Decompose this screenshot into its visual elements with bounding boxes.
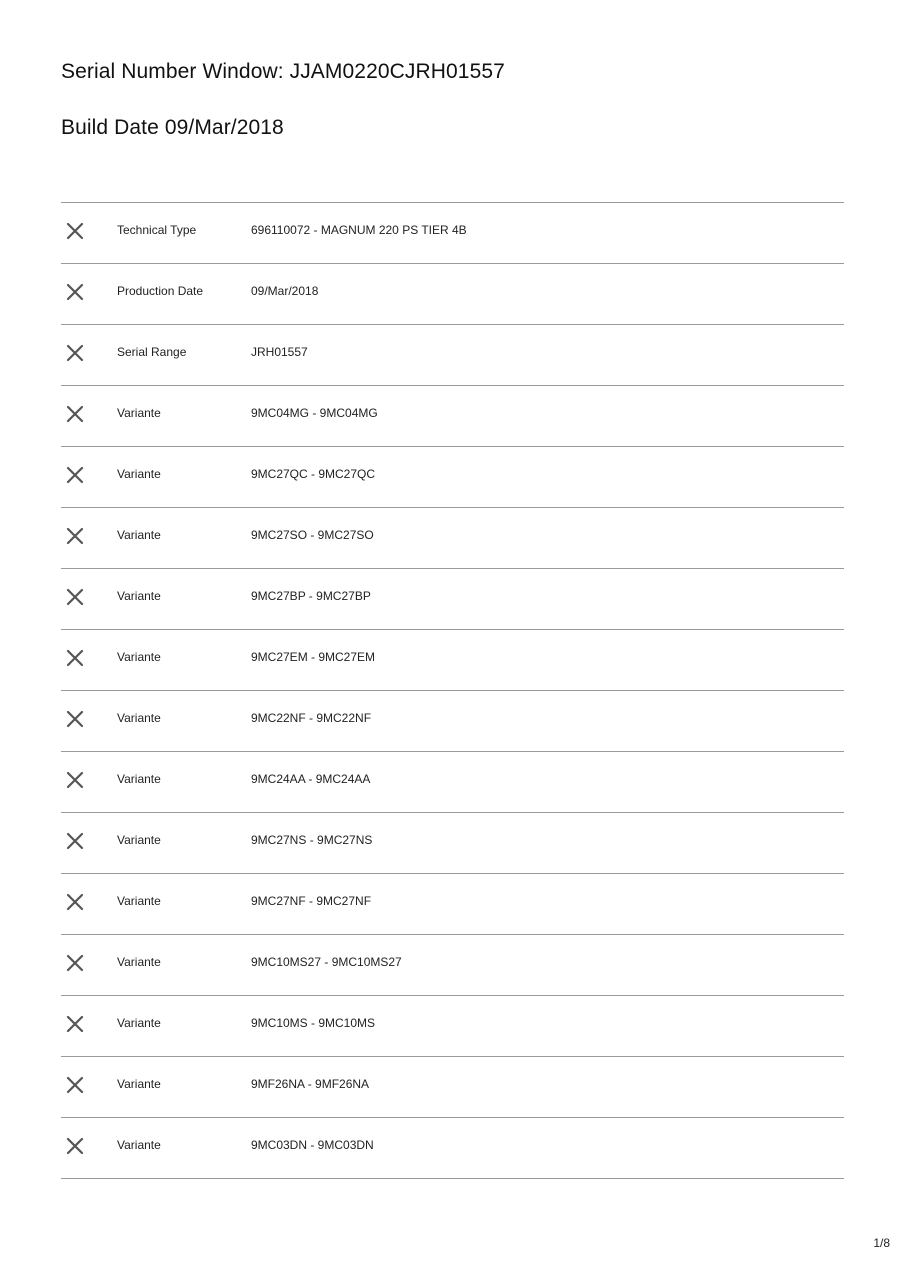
close-icon[interactable] (66, 527, 84, 545)
table-row (61, 996, 844, 1057)
table-row (61, 386, 844, 447)
row-value: 9MC27BP - 9MC27BP (251, 589, 371, 603)
close-icon[interactable] (66, 771, 84, 789)
row-value: JRH01557 (251, 345, 308, 359)
close-icon[interactable] (66, 893, 84, 911)
row-value: 9MC27QC - 9MC27QC (251, 467, 376, 481)
row-value: 9MC24AA - 9MC24AA (251, 772, 371, 786)
row-label: Variante (117, 711, 161, 725)
serial-info-table (61, 202, 844, 1179)
row-label: Technical Type (117, 223, 197, 237)
row-label: Variante (117, 589, 161, 603)
table-row (61, 935, 844, 996)
row-label: Variante (117, 1016, 161, 1030)
table-row (61, 691, 844, 752)
close-icon[interactable] (66, 954, 84, 972)
page-title: Serial Number Window: JJAM0220CJRH01557 (61, 60, 505, 83)
close-icon[interactable] (66, 649, 84, 667)
row-value: 9MC27NS - 9MC27NS (251, 833, 373, 847)
close-icon[interactable] (66, 1137, 84, 1155)
row-value: 9MC27NF - 9MC27NF (251, 894, 372, 908)
row-value: 9MC03DN - 9MC03DN (251, 1138, 374, 1152)
table-row (61, 264, 844, 325)
table-row (61, 325, 844, 386)
close-icon[interactable] (66, 222, 84, 240)
table-row (61, 813, 844, 874)
close-icon[interactable] (66, 405, 84, 423)
table-row (61, 752, 844, 813)
page-number: 1/8 (873, 1236, 890, 1250)
row-label: Variante (117, 894, 161, 908)
row-value: 09/Mar/2018 (251, 284, 319, 298)
table-row (61, 508, 844, 569)
row-value: 9MF26NA - 9MF26NA (251, 1077, 370, 1091)
row-label: Variante (117, 1077, 161, 1091)
row-label: Variante (117, 467, 161, 481)
row-value: 9MC04MG - 9MC04MG (251, 406, 378, 420)
table-row (61, 1057, 844, 1118)
row-label: Variante (117, 1138, 161, 1152)
row-label: Variante (117, 772, 161, 786)
row-value: 9MC27SO - 9MC27SO (251, 528, 374, 542)
row-label: Variante (117, 955, 161, 969)
build-date-heading: Build Date 09/Mar/2018 (61, 116, 284, 139)
table-row (61, 874, 844, 935)
row-value: 9MC10MS27 - 9MC10MS27 (251, 955, 402, 969)
row-label: Serial Range (117, 345, 187, 359)
close-icon[interactable] (66, 832, 84, 850)
row-label: Variante (117, 406, 161, 420)
table-row (61, 630, 844, 691)
table-row (61, 203, 844, 264)
close-icon[interactable] (66, 710, 84, 728)
row-label: Production Date (117, 284, 204, 298)
table-row (61, 447, 844, 508)
row-value: 9MC10MS - 9MC10MS (251, 1016, 376, 1030)
row-value: 9MC22NF - 9MC22NF (251, 711, 372, 725)
row-label: Variante (117, 650, 161, 664)
close-icon[interactable] (66, 1076, 84, 1094)
row-label: Variante (117, 528, 161, 542)
close-icon[interactable] (66, 283, 84, 301)
row-label: Variante (117, 833, 161, 847)
table-row (61, 569, 844, 630)
table-row (61, 1118, 844, 1179)
close-icon[interactable] (66, 588, 84, 606)
row-value: 696110072 - MAGNUM 220 PS TIER 4B (251, 223, 467, 237)
close-icon[interactable] (66, 466, 84, 484)
close-icon[interactable] (66, 344, 84, 362)
close-icon[interactable] (66, 1015, 84, 1033)
row-value: 9MC27EM - 9MC27EM (251, 650, 376, 664)
